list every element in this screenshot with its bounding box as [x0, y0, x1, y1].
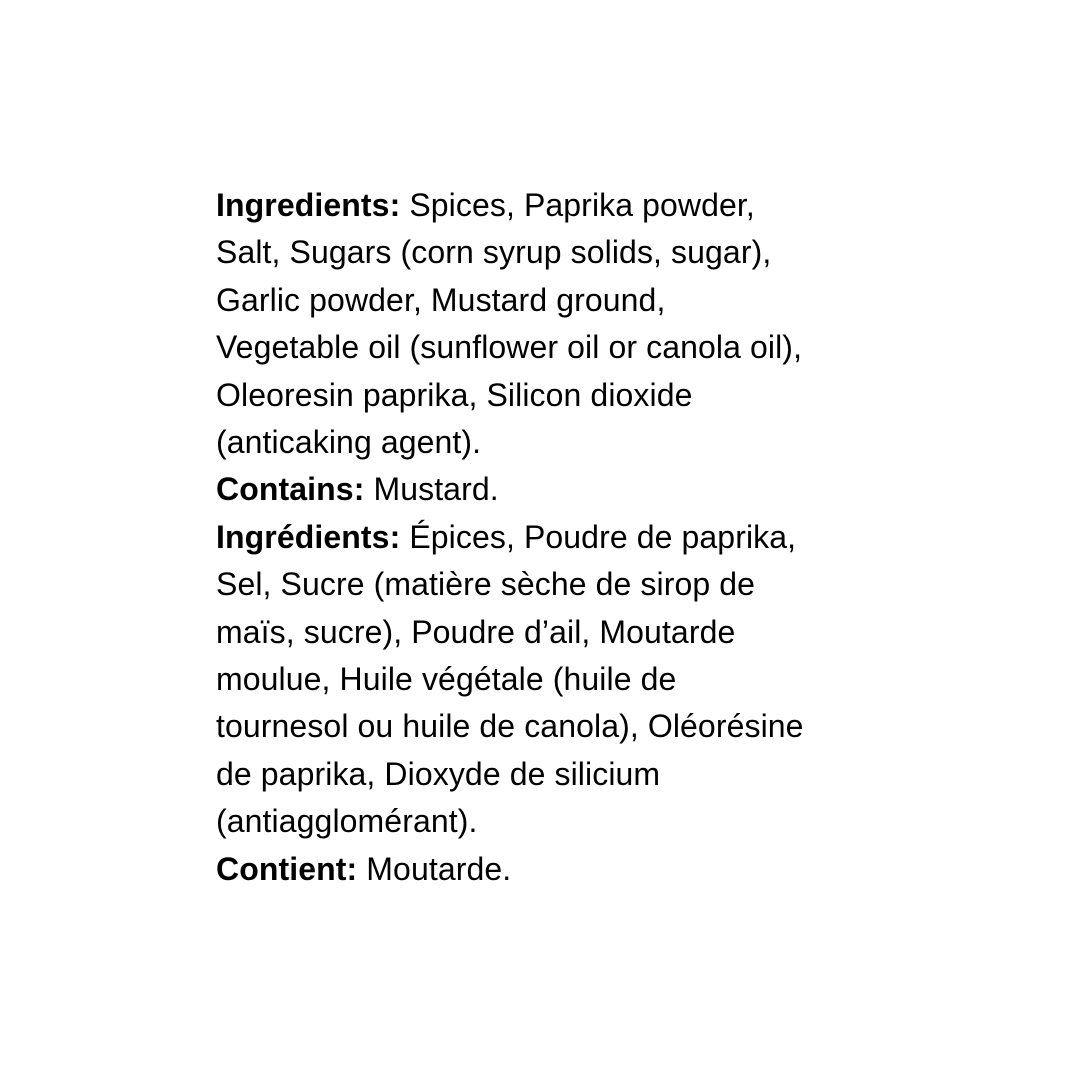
french-ingredients-line-4: moulue, Huile végétale (huile de: [216, 661, 677, 698]
ingredients-label: [216, 182, 876, 893]
french-contains-heading: Contient:: [216, 850, 358, 887]
english-ingredients-heading: Ingredients:: [216, 187, 401, 223]
english-ingredients-line-5: Oleoresin paprika, Silicon dioxide: [216, 376, 693, 413]
french-ingredients-line-6: de paprika, Dioxyde de silicium: [216, 755, 661, 792]
french-contains-line: [216, 846, 876, 893]
french-contains: [216, 846, 876, 893]
french-ingredients: [216, 514, 876, 846]
english-ingredients-line-3: Garlic powder, Mustard ground,: [216, 281, 666, 318]
french-ingredients-line-2: Sel, Sucre (matière sèche de sirop de: [216, 566, 756, 603]
french-ingredients-line-1: [216, 514, 876, 561]
french-ingredients-heading: Ingrédients:: [216, 518, 401, 555]
french-ingredients-line-3: maïs, sucre), Poudre d’ail, Moutarde: [216, 613, 736, 650]
english-contains-text: Mustard.: [364, 471, 499, 508]
english-contains-line: [216, 466, 876, 513]
english-ingredients-line-4: Vegetable oil (sunflower oil or canola oil),: [216, 329, 803, 366]
english-ingredients-line-6: (anticaking agent).: [216, 424, 482, 461]
english-ingredients: [216, 182, 876, 466]
french-contains-text: Moutarde.: [357, 850, 512, 887]
french-ingredients-line-5: tournesol ou huile de canola), Oléorésine: [216, 708, 804, 745]
english-ingredients-text: Spices, Paprika powder,: [400, 187, 755, 223]
french-ingredients-line-7: (antiagglomérant).: [216, 803, 478, 840]
french-ingredients-text: Épices, Poudre de paprika,: [400, 518, 797, 555]
english-contains-heading: Contains:: [216, 471, 365, 508]
english-contains: [216, 466, 876, 513]
english-ingredients-line-1: [216, 182, 876, 229]
english-ingredients-line-2: Salt, Sugars (corn syrup solids, sugar),: [216, 234, 772, 271]
